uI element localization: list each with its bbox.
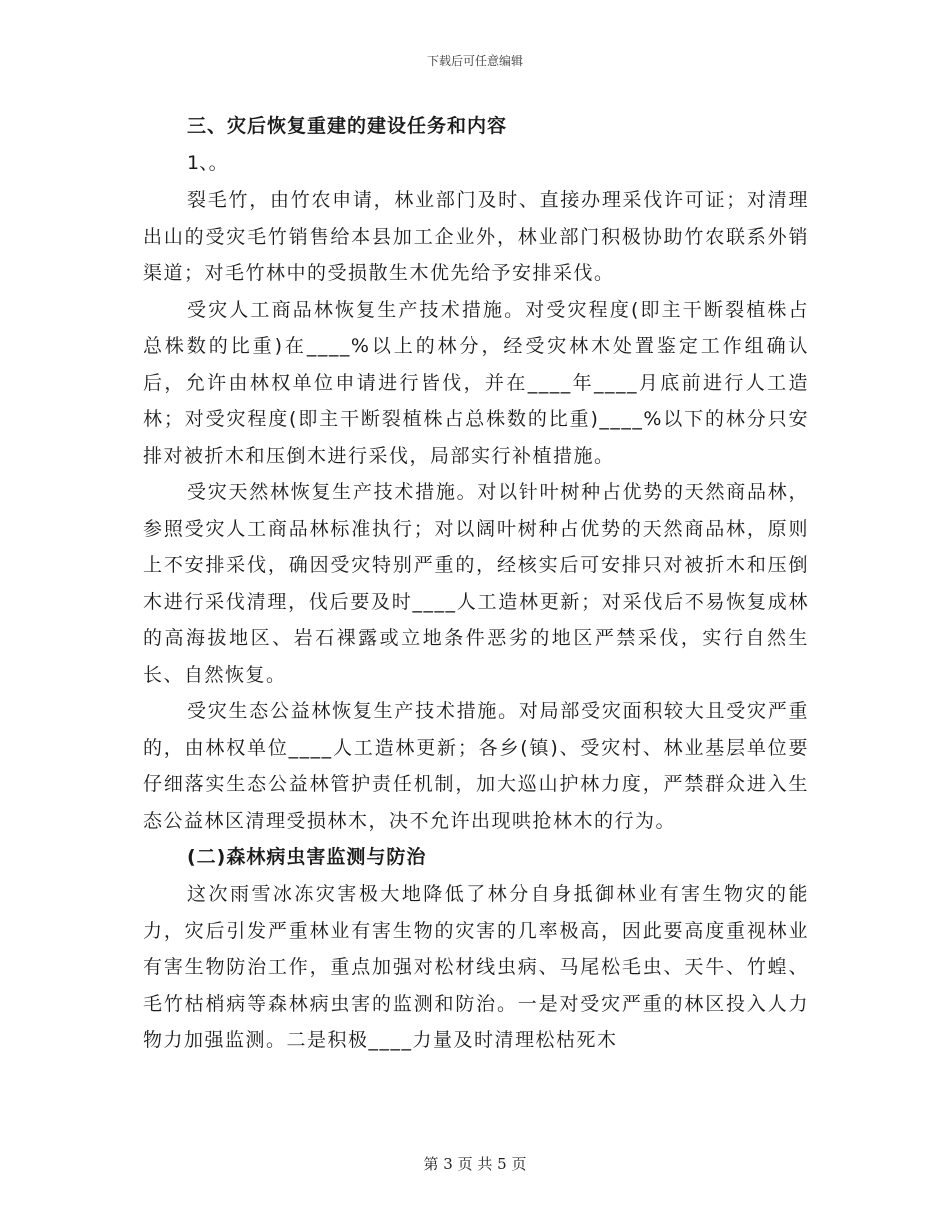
paragraph-pest-control: 这次雨雪冰冻灾害极大地降低了林分自身抵御林业有害生物灾的能力，灾后引发严重林业有害生物的灾害的几率极高，因此要高度重视林业有害生物防治工作，重点加强对松材线虫病、马尾松毛虫、天牛、竹蝗、毛竹枯梢病等森林病虫害的监测和防治。一是对受灾严重的林区投入人力物力加强监测。二是积极____力量及时清理松枯死木 (143, 883, 809, 1051)
item-number: 1、。 (187, 152, 228, 174)
sub-heading-pest-control: (二)森林病虫害监测与防治 (187, 846, 427, 868)
paragraph-natural-forest: 受灾天然林恢复生产技术措施。对以针叶树种占优势的天然商品林，参照受灾人工商品林标准执行；对以阔叶树种占优势的天然商品林，原则上不安排采伐，确因受灾特别严重的，经核实后可安排只对被折木和压倒木进行采伐清理，伐后要及时____人工造林更新；对采伐后不易恢复成林的高海拔地区、岩石裸露或立地条件恶劣的地区严禁采伐，实行自然生长、自然恢复。 (143, 481, 809, 686)
page-header: 下载后可任意编辑 (426, 54, 523, 68)
page-footer: 第 3 页 共 5 页 (423, 1155, 527, 1173)
paragraph-ecological-forest: 受灾生态公益林恢复生产技术措施。对局部受灾面积较大且受灾严重的，由林权单位____人工造林更新；各乡(镇)、受灾村、林业基层单位要仔细落实生态公益林管护责任机制，加大巡山护林力度，严禁群众进入生态公益林区清理受损林木，决不允许出现哄抢林木的行为。 (143, 700, 809, 832)
paragraph-bamboo: 裂毛竹，由竹农申请，林业部门及时、直接办理采伐许可证；对清理出山的受灾毛竹销售给本县加工企业外，林业部门积极协助竹农联系外销渠道；对毛竹林中的受损散生木优先给予安排采伐。 (143, 189, 809, 284)
paragraph-artificial-forest: 受灾人工商品林恢复生产技术措施。对受灾程度(即主干断裂植株占总株数的比重)在____%以上的林分，经受灾林木处置鉴定工作组确认后，允许由林权单位申请进行皆伐，并在____年____月底前进行人工造林；对受灾程度(即主干断裂植株占总株数的比重)____%以下的林分只安排对被折木和压倒木进行采伐，局部实行补植措施。 (143, 298, 809, 467)
document-body (143, 108, 809, 1059)
section-heading: 三、灾后恢复重建的建设任务和内容 (187, 115, 508, 137)
